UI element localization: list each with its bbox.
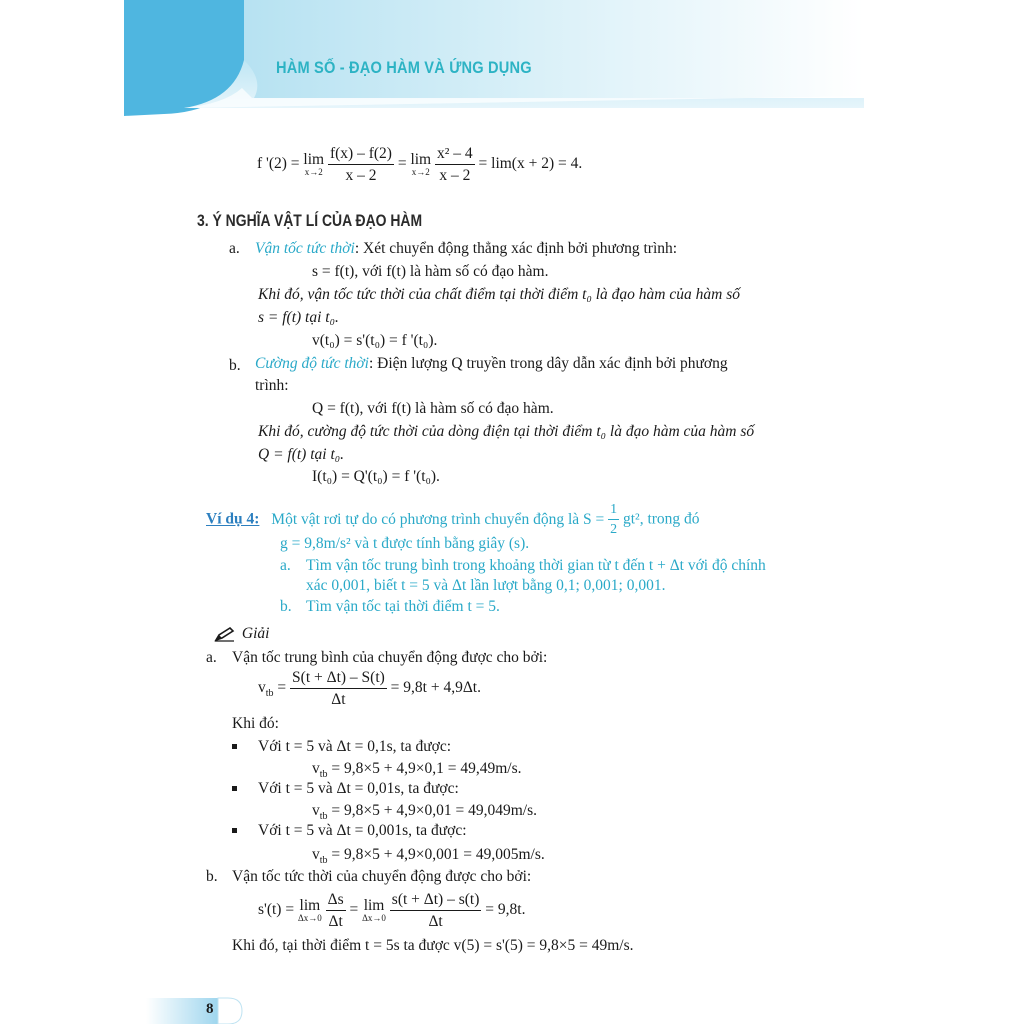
item-b-marker: b. xyxy=(229,357,241,374)
solution-label: Giải xyxy=(241,625,270,642)
item-a-line: Vận tốc tức thời: Xét chuyển động thẳng xác định bởi phương trình: xyxy=(255,240,678,257)
item-a-marker: a. xyxy=(229,240,240,257)
average-velocity-fraction: $\frac{S(t + \Delta t) - S(t)}{\Delta t}$ xyxy=(292,669,385,708)
bullet-icon xyxy=(232,828,237,833)
textbook-page xyxy=(124,0,864,1024)
case-1-calc: $v_{tb} = 9,8\times 5 + 4,9\times 0,1 = 49,49m/s$. xyxy=(312,760,522,781)
page-number: 8 xyxy=(206,1001,214,1017)
solution-label-row xyxy=(214,626,269,642)
average-velocity-formula: $v_{tb}$ = $\frac{S(t + \Delta t) - S(t)}{\Delta t}$ = 9,8t + 4,9Δt. xyxy=(258,669,481,708)
formula-lhs: f '(2) = xyxy=(257,155,300,173)
example-4-qb-marker: b. xyxy=(280,598,292,615)
fraction-one-half: $\frac{1}{2}$ xyxy=(610,502,618,537)
case-3-calc: $v_{tb} = 9,8\times 5 + 4,9\times 0,001 = 49,005m/s$. xyxy=(312,846,545,867)
term-instant-current: Cường độ tức thời xyxy=(255,355,369,372)
section-heading: 3. Ý NGHĨA VẬT LÍ CỦA ĐẠO HÀM xyxy=(197,211,423,230)
khi-do-label: Khi đó: xyxy=(232,715,279,732)
item-b-line-2: trình: xyxy=(255,377,289,394)
bullet-icon xyxy=(232,744,237,749)
limit-operator: lim x→2 xyxy=(410,150,432,178)
item-a-then-1: Khi đó, vận tốc tức thời của chất điểm tại thời điểm t₀ là đạo hàm của hàm số xyxy=(258,286,740,303)
ds-dt-fraction: $\frac{\Delta s}{\Delta t}$ xyxy=(327,891,344,930)
case-2-condition: Với t = 5 và Δt = 0,01s, ta được: xyxy=(258,780,459,797)
solution-b-intro: Vận tốc tức thời của chuyển động được cho bởi: xyxy=(232,868,532,885)
example-4-qb: Tìm vận tốc tại thời điểm t = 5. xyxy=(306,598,500,615)
limit-operator: lim Δx→0 xyxy=(362,896,386,924)
example-4-line-1: Ví dụ 4: Một vật rơi tự do có phương trình chuyển động là S = $\frac{1}{2}$ gt², trong đó xyxy=(206,502,700,537)
term-instant-velocity: Vận tốc tức thời xyxy=(255,240,355,257)
case-2-calc: $v_{tb} = 9,8\times 5 + 4,9\times 0,01 = 49,049m/s$. xyxy=(312,802,538,823)
fraction-1: $\frac{f(x) - f(2)}{x - 2}$ xyxy=(329,145,392,184)
difference-quotient-fraction: $\frac{s(t + \Delta t) - s(t)}{\Delta t}$ xyxy=(391,891,480,930)
example-4-qa-line-2: xác 0,001, biết t = 5 và Δt lần lượt bằng 0,1; 0,001; 0,001. xyxy=(306,577,666,594)
limit-operator: lim Δx→0 xyxy=(297,896,322,924)
pencil-icon xyxy=(214,626,236,642)
derivative-formula: f '(2) = lim x→2 $\frac{f(x) - f(2)}{x - 2}$ = lim x→2 $\frac{\text{x² – 4}}{x - 2}$ = lim(x + 2) = 4. xyxy=(257,145,583,184)
item-a-result: v(t₀) = s'(t₀) = f '(t₀). xyxy=(312,332,438,349)
example-4-line-2: g = 9,8m/s² và t được tính bằng giây (s). xyxy=(280,535,530,552)
item-b-then-2: Q = f(t) tại t₀. xyxy=(258,446,345,463)
item-b-equation: Q = f(t), với f(t) là hàm số có đạo hàm. xyxy=(312,400,554,417)
solution-a-marker: a. xyxy=(206,649,217,666)
example-4-qa-line-1: Tìm vận tốc trung bình trong khoảng thời gian từ t đến t + Δt với độ chính xyxy=(306,557,766,574)
fraction-2: $\frac{\text{x² – 4}}{x - 2}$ xyxy=(436,145,473,184)
item-a-then-2: s = f(t) tại t₀. xyxy=(258,309,339,326)
item-b-then-1: Khi đó, cường độ tức thời của dòng điện tại thời điểm t₀ là đạo hàm của hàm số xyxy=(258,423,755,440)
footer-band xyxy=(146,996,256,1024)
solution-b-marker: b. xyxy=(206,868,218,885)
item-b-line: Cường độ tức thời: Điện lượng Q truyền trong dây dẫn xác định bởi phương xyxy=(255,355,728,372)
formula-tail: = lim(x + 2) = 4. xyxy=(478,155,583,173)
bullet-icon xyxy=(232,786,237,791)
limit-operator: lim x→2 xyxy=(303,150,325,178)
case-1-condition: Với t = 5 và Δt = 0,1s, ta được: xyxy=(258,738,452,755)
case-3-condition: Với t = 5 và Δt = 0,001s, ta được: xyxy=(258,822,467,839)
instant-velocity-formula: s'(t) = lim Δx→0 $\frac{\Delta s}{\Delta t}$ = lim Δx→0 $\frac{s(t + \Delta t) - s(t)}{\Delta t}$ = 9,8t. xyxy=(258,891,526,930)
running-header-title: HÀM SỐ - ĐẠO HÀM VÀ ỨNG DỤNG xyxy=(276,58,532,77)
solution-a-intro: Vận tốc trung bình của chuyển động được cho bởi: xyxy=(232,649,548,666)
item-b-result: I(t₀) = Q'(t₀) = f '(t₀). xyxy=(312,468,440,485)
example-label: Ví dụ 4: xyxy=(206,510,260,528)
example-4-qa-marker: a. xyxy=(280,557,291,574)
item-a-equation: s = f(t), với f(t) là hàm số có đạo hàm. xyxy=(312,263,549,280)
final-answer: Khi đó, tại thời điểm t = 5s ta được v(5) = s'(5) = 9,8×5 = 49m/s. xyxy=(232,937,634,954)
